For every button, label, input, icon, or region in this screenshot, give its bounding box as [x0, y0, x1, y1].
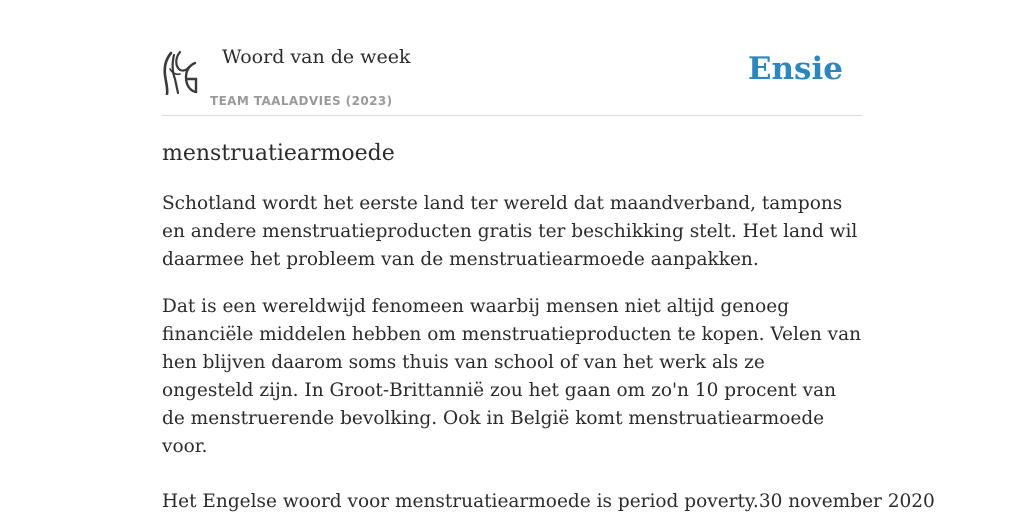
brand-logo[interactable]: Ensie	[747, 51, 843, 87]
headword: menstruatiearmoede	[162, 141, 395, 166]
publication-date: 30 november 2020	[758, 491, 935, 512]
author-label: TEAM TAALADVIES (2023)	[210, 94, 393, 108]
paragraph-1: Schotland wordt het eerste land ter wereld dat maandverband, tampons en andere menstruatieproducten gratis ter beschikking stelt. Het land wil daarmee het probleem van de menstruatiearmoede aanpakken.	[162, 193, 858, 270]
word-of-the-week-card	[162, 40, 935, 516]
paragraph-2: Dat is een wereldwijd fenomeen waarbij mensen niet altijd genoeg financiële middelen hebben om menstruatieproducten te kopen. Velen van hen blijven daarom soms thuis van school of van het werk als ze ongesteld zijn. In Groot-Brittannië zou het gaan om zo'n 10 procent van de menstruerende bevolking. Ook in België komt menstruatiearmoede voor.	[162, 296, 862, 457]
series-title: Woord van de week	[222, 46, 411, 68]
flemish-lion-icon	[162, 49, 198, 95]
english-note: Het Engelse woord voor menstruatiearmoede is period poverty.	[162, 491, 759, 512]
card-header	[162, 40, 862, 116]
